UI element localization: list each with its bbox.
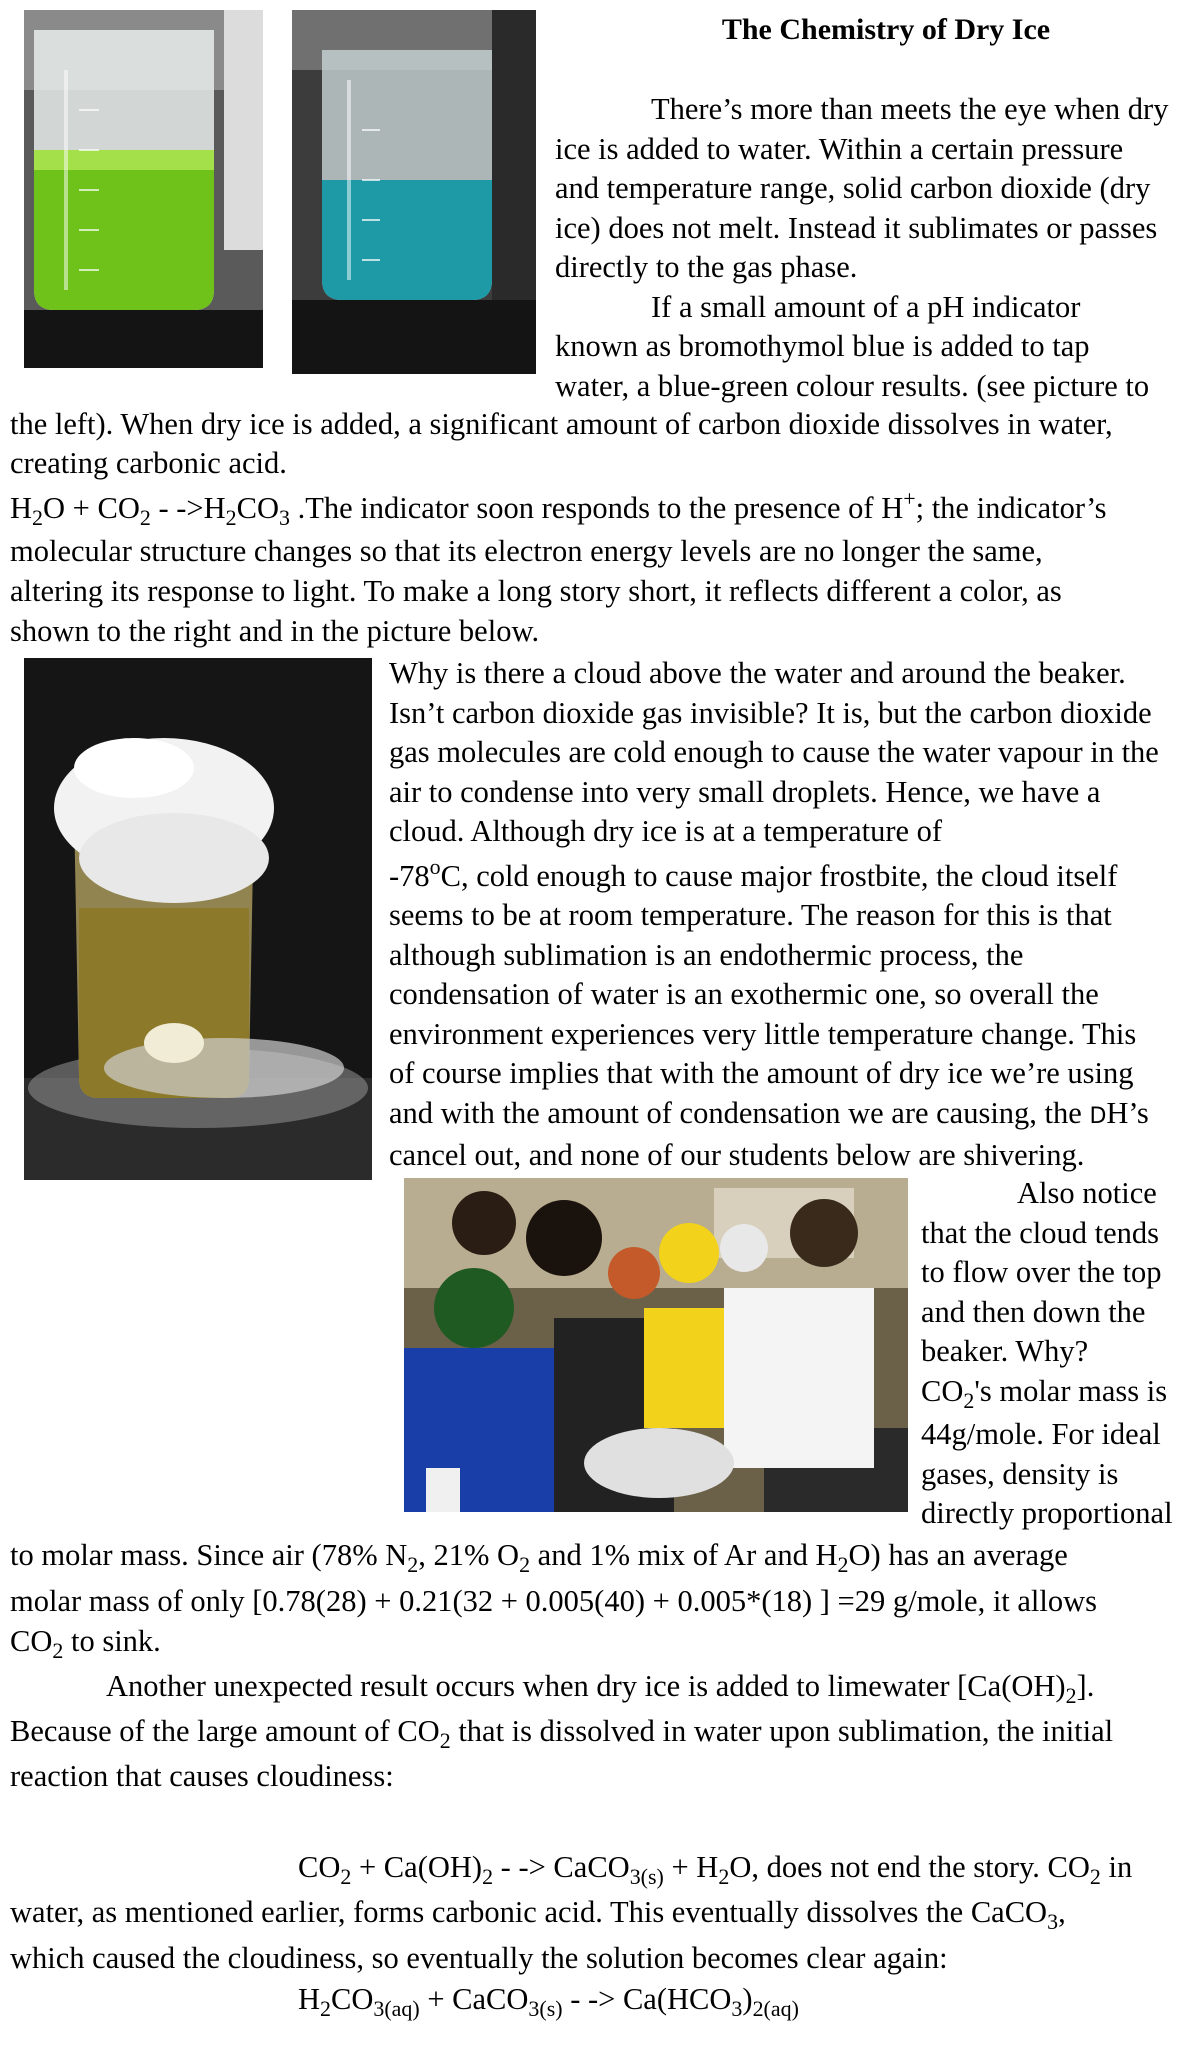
notice-line: 44g/mole. For ideal: [921, 1417, 1161, 1451]
molar-line: $CO_2$ to sink.: [10, 1624, 161, 1664]
intro-line: water, a blue-green colour results. (see picture to: [555, 368, 1150, 403]
cloud-line: although sublimation is an endothermic process, the: [389, 937, 1024, 972]
reaction-line: which caused the cloudiness, so eventually the solution becomes clear again:: [10, 1941, 948, 1975]
body-line: altering its response to light. To make a long story short, it reflects different a color, as: [10, 574, 1062, 608]
notice-line: beaker. Why?: [921, 1334, 1089, 1368]
reaction-line: water, as mentioned earlier, forms carbonic acid. This eventually dissolves the CaCO$_3$,: [10, 1895, 1066, 1935]
reaction-line: $CO_2 + Ca(OH)_2$ - -> CaCO$_{3(s)}$ + $H_2O$, does not end the story. $CO_2$ in: [298, 1850, 1133, 1890]
body-line: the left). When dry ice is added, a significant amount of carbon dioxide dissolves in water,: [10, 407, 1113, 441]
carbonic-acid-equation: $H_2O + CO_2 - ->H_2CO_3$ .The indicator soon responds to the presence of H+; the indicator’s: [10, 485, 1107, 531]
notice-line: to flow over the top: [921, 1255, 1162, 1289]
green-beaker-photo: [24, 10, 263, 368]
intro-line: If a small amount of a pH indicator: [651, 289, 1081, 324]
cloud-line: of course implies that with the amount of dry ice we’re using: [389, 1056, 1134, 1090]
body-line: creating carbonic acid.: [10, 446, 287, 480]
intro-line: and temperature range, solid carbon dioxide (dry: [555, 171, 1151, 205]
final-equation: $H_2CO_{3(aq)}$ + CaCO$_{3(s)}$ - -> $Ca(HCO_3)_{2(aq)}$: [298, 1982, 799, 2022]
intro-line: ice is added to water. Within a certain pressure: [555, 131, 1124, 166]
intro-paragraph-1: [555, 90, 1195, 406]
cloud-line: environment experiences very little temperature change. This: [389, 1016, 1137, 1051]
intro-line: directly to the gas phase.: [555, 250, 858, 284]
cloud-paragraph: [389, 654, 1199, 1176]
notice-line: and then down the: [921, 1294, 1146, 1329]
body-line: shown to the right and in the picture below.: [10, 614, 540, 648]
molar-line: to molar mass. Since air (78% $N_2$, 21% $O_2$ and 1% mix of Ar and $H_2O$) has an average: [10, 1538, 1068, 1578]
students-photo: [404, 1178, 908, 1512]
notice-line: $CO_2's$ molar mass is: [921, 1373, 1168, 1413]
temperature-line: -78$^o$C, cold enough to cause major frostbite, the cloud itself: [389, 853, 1118, 893]
intro-line: There’s more than meets the eye when dry: [651, 92, 1169, 126]
cloud-line: condensation of water is an exothermic one, so overall the: [389, 977, 1099, 1011]
body-line: molecular structure changes so that its electron energy levels are no longer the same,: [10, 534, 1043, 568]
page-title: The Chemistry of Dry Ice: [721, 13, 1051, 46]
blue-beaker-photo: [292, 10, 536, 374]
intro-line: ice) does not melt. Instead it sublimates or passes: [555, 210, 1158, 245]
cloud-line: Why is there a cloud above the water and around the beaker.: [389, 656, 1126, 690]
intro-line: known as bromothymol blue is added to tap: [555, 329, 1090, 363]
cloud-line: Isn’t carbon dioxide gas invisible? It is, but the carbon dioxide: [389, 695, 1152, 730]
notice-paragraph: [921, 1174, 1199, 1534]
limewater-line: reaction that causes cloudiness:: [10, 1759, 394, 1793]
molar-line: molar mass of only [0.78(28) + 0.21(32 + 0.005(40) + 0.005*(18) ] =29 g/mole, it allows: [10, 1584, 1098, 1618]
limewater-line: Another unexpected result occurs when dry ice is added to limewater $[Ca(OH)_2]$.: [106, 1669, 1095, 1709]
cloud-line: cancel out, and none of our students below are shivering.: [389, 1138, 1085, 1172]
limewater-line: Because of the large amount of $CO_2$ that is dissolved in water upon sublimation, the initial: [10, 1714, 1114, 1754]
notice-line: gases, density is: [921, 1456, 1119, 1491]
cloud-beaker-photo: [24, 658, 372, 1180]
notice-line: directly proportional: [921, 1496, 1173, 1530]
cloud-line: gas molecules are cold enough to cause the water vapour in the: [389, 735, 1159, 769]
cloud-line: air to condense into very small droplets. Hence, we have a: [389, 774, 1101, 809]
notice-line: that the cloud tends: [921, 1215, 1160, 1250]
delta-h-line: and with the amount of condensation we are causing, the DH’s: [389, 1095, 1149, 1130]
cloud-line: seems to be at room temperature. The reason for this is that: [389, 898, 1112, 932]
cloud-line: cloud. Although dry ice is at a temperature of: [389, 814, 943, 848]
notice-line: Also notice: [1017, 1176, 1157, 1210]
